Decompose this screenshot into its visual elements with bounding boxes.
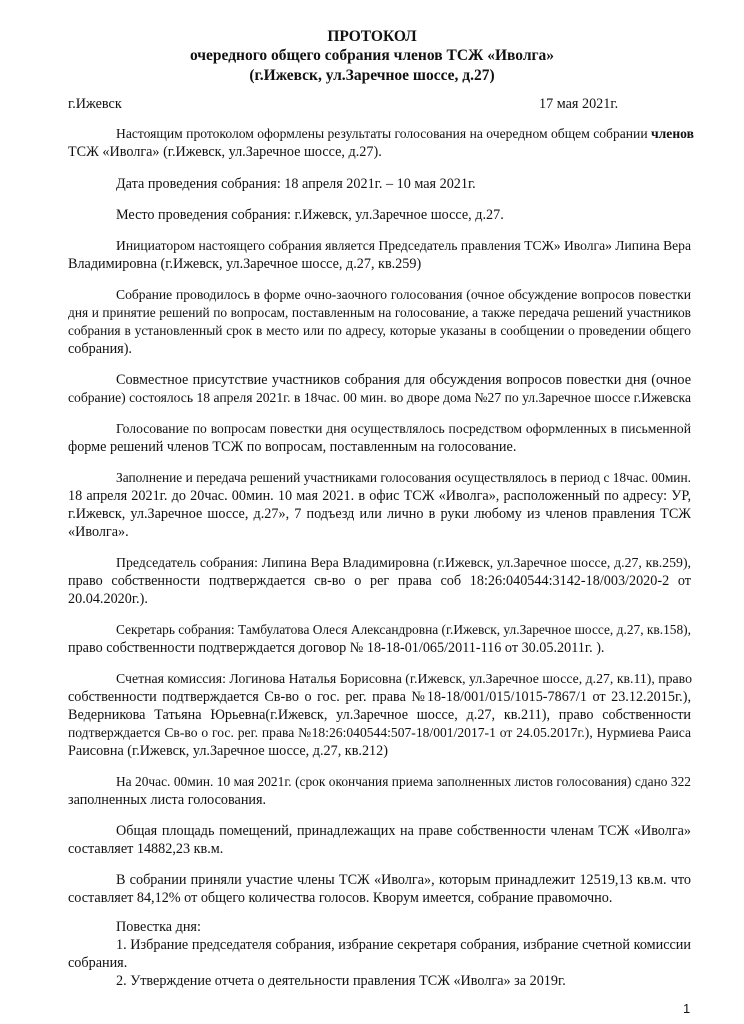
paragraph-line: право собственности подтверждается св-во о рег права соб 18:26:040544:3142-18/003/2020-2 от (68, 573, 691, 589)
page-number: 1 (683, 1001, 691, 1016)
paragraph-line: г.Ижевск, ул.Заречное шоссе, д.27», 7 подъезд или лично в руки любому из членов правления ТСЖ (68, 506, 691, 522)
paragraph-line: подтверждается Св-во о гос. рег. права №18:26:040544:507-18/001/2017-1 от 24.05.2017г.), Нурмиева Раиса (68, 725, 691, 740)
paragraph-line: собственности подтверждается Св-во о гос. рег. права №18-18/001/015/1015-7867/1 от 23.12.2015г.), (68, 689, 691, 705)
agenda-heading: Повестка дня: (116, 919, 201, 935)
paragraph-line: Ведерникова Татьяна Юрьевна(г.Ижевск, ул.Заречное шоссе, д.27, кв.211), право собственности (68, 707, 691, 723)
paragraph-line: На 20час. 00мин. 10 мая 2021г. (срок окончания приема заполненных листов голосования) сдано 322 (116, 774, 691, 789)
paragraph-line: «Иволга». (68, 524, 129, 540)
paragraph-line: собрания в установленный срок в место или по адресу, которые указаны в сообщении о проведении общего (68, 323, 691, 338)
document-date: 17 мая 2021г. (539, 96, 619, 112)
paragraph-line: собрания). (68, 341, 132, 357)
paragraph-intro-line (116, 125, 694, 143)
paragraph-line: Заполнение и передача решений участниками голосования осуществлялось в период с 18час. 00мин. (116, 470, 691, 485)
paragraph-line: Секретарь собрания: Тамбулатова Олеся Александровна (г.Ижевск, ул.Заречное шоссе, д.27, кв.158), (116, 622, 691, 637)
agenda-item: 1. Избрание председателя собрания, избрание секретаря собрания, избрание счетной комиссии (116, 937, 691, 953)
meeting-dates: Дата проведения собрания: 18 апреля 2021г. – 10 мая 2021г. (116, 176, 476, 192)
paragraph-line: составляет 84,12% от общего количества голосов. Кворум имеется, собрание правомочно. (68, 890, 613, 906)
paragraph-line: Инициатором настоящего собрания является Председатель правления ТСЖ» Иволга» Липина Вера (116, 238, 691, 253)
paragraph-line: дня и принятие решений по вопросам, поставленным на голосование, а также передача решений участников (68, 305, 691, 320)
paragraph-line: Голосование по вопросам повестки дня осуществлялось посредством оформленных в письменной (116, 421, 691, 436)
paragraph-line: Совместное присутствие участников собрания для обсуждения вопросов повестки дня (очное (116, 372, 691, 388)
paragraph-line: форме решений членов ТСЖ по вопросам, поставленным на голосование. (68, 439, 517, 455)
agenda-item-continuation: собрания. (68, 955, 128, 971)
paragraph-line: Владимировна (г.Ижевск, ул.Заречное шоссе, д.27, кв.259) (68, 256, 422, 272)
paragraph-intro-bold: членов (651, 126, 694, 141)
paragraph-line: 20.04.2020г.). (68, 591, 148, 607)
meeting-place: Место проведения собрания: г.Ижевск, ул.Заречное шоссе, д.27. (116, 207, 504, 223)
paragraph-line: В собрании приняли участие члены ТСЖ «Иволга», которым принадлежит 12519,13 кв.м. что (116, 872, 691, 888)
document-address: (г.Ижевск, ул.Заречное шоссе, д.27) (249, 67, 495, 84)
paragraph-line: ТСЖ «Иволга» (г.Ижевск, ул.Заречное шоссе, д.27). (68, 144, 382, 160)
paragraph-line: Раисовна (г.Ижевск, ул.Заречное шоссе, д.27, кв.212) (68, 743, 388, 759)
place-label: г.Ижевск (68, 96, 122, 112)
document-title: ПРОТОКОЛ (327, 28, 417, 45)
paragraph-intro-text: Настоящим протоколом оформлены результаты голосования на очередном общем собрании (116, 126, 651, 141)
paragraph-line: заполненных листа голосования. (68, 792, 267, 808)
paragraph-line: Общая площадь помещений, принадлежащих на праве собственности членам ТСЖ «Иволга» (116, 823, 691, 839)
paragraph-line: 18 апреля 2021г. до 20час. 00мин. 10 мая 2021. в офис ТСЖ «Иволга», расположенный по адресу: УР, (68, 488, 691, 504)
paragraph-line: Собрание проводилось в форме очно-заочного голосования (очное обсуждение вопросов повестки (116, 287, 691, 302)
paragraph-line: Счетная комиссия: Логинова Наталья Борисовна (г.Ижевск, ул.Заречное шоссе, д.27, кв.11), право (116, 671, 692, 686)
paragraph-line: собрание) состоялось 18 апреля 2021г. в 18час. 00 мин. во дворе дома №27 по ул.Заречное шоссе г.Ижевска (68, 390, 691, 405)
agenda-item: 2. Утверждение отчета о деятельности правления ТСЖ «Иволга» за 2019г. (116, 973, 566, 989)
paragraph-line: право собственности подтверждается договор № 18-18-01/065/2011-116 от 30.05.2011г. ). (68, 640, 605, 656)
paragraph-line: составляет 14882,23 кв.м. (68, 841, 224, 857)
paragraph-line: Председатель собрания: Липина Вера Владимировна (г.Ижевск, ул.Заречное шоссе, д.27, кв.259), (116, 555, 691, 570)
document-subtitle: очередного общего собрания членов ТСЖ «Иволга» (189, 47, 555, 64)
